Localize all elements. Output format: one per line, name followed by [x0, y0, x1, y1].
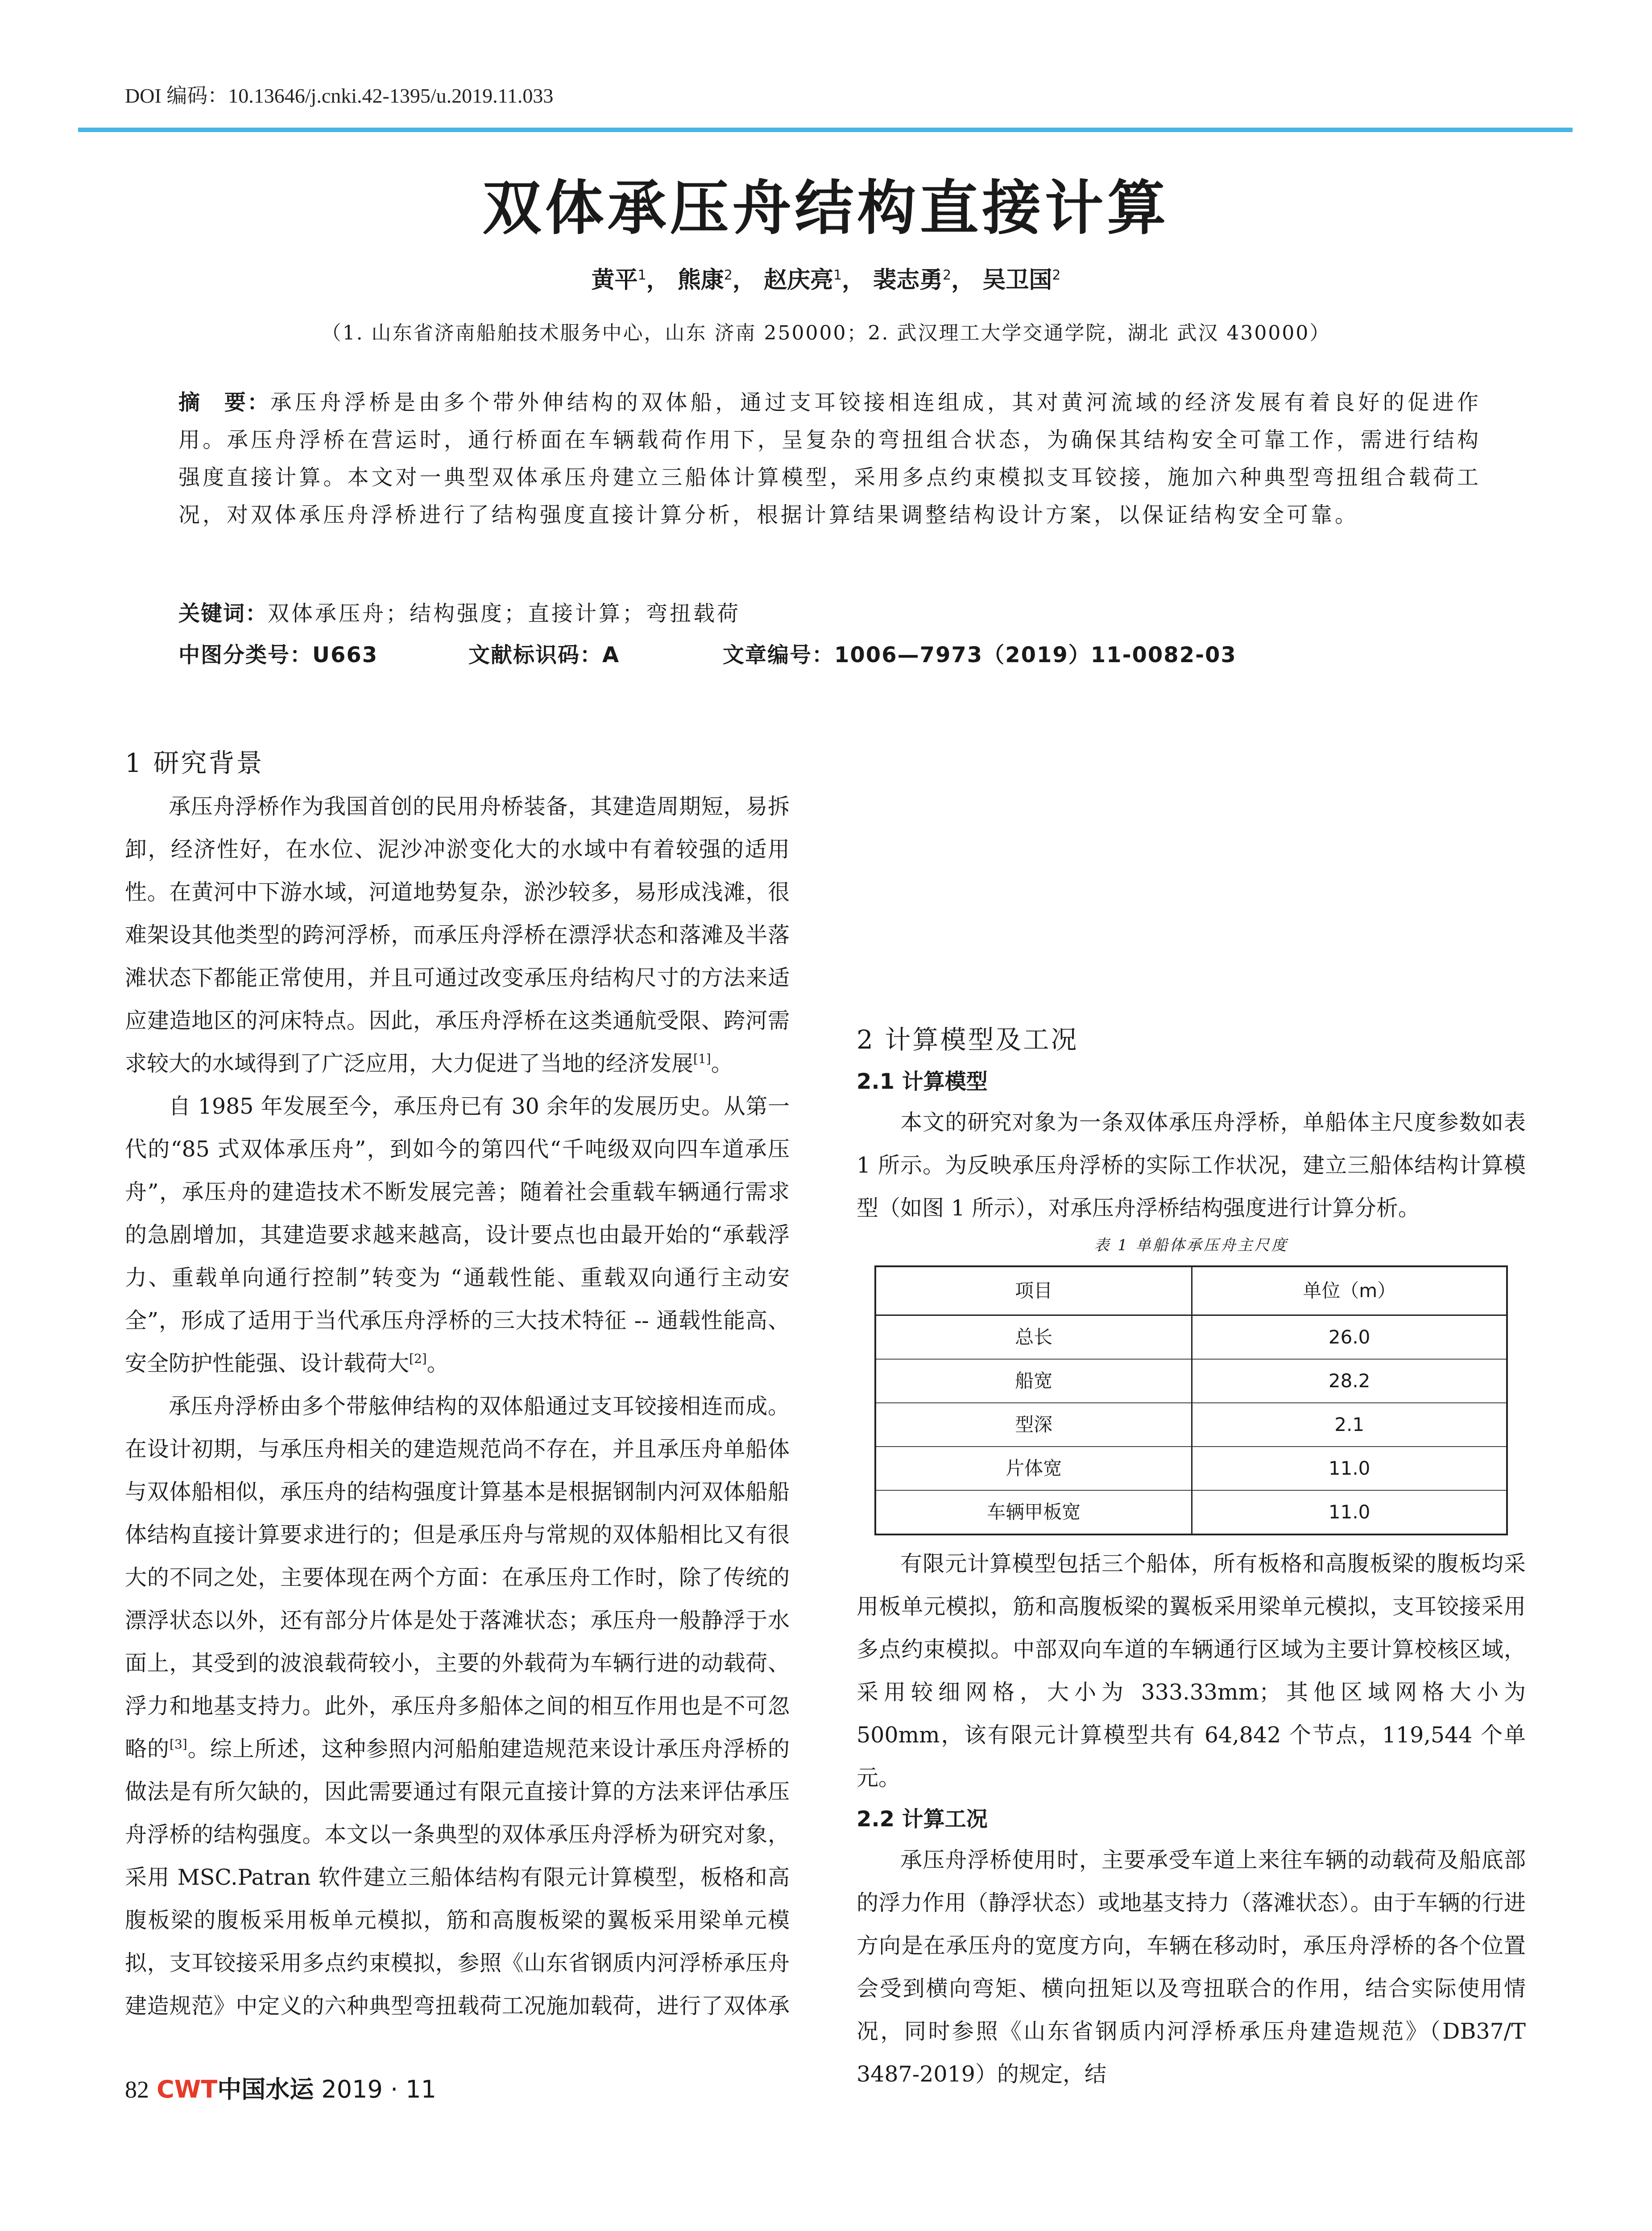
author-affil-mark: 1: [833, 267, 842, 283]
clc-number: 中图分类号：U663: [178, 643, 378, 668]
paragraph: 承压舟浮桥作为我国首创的民用舟桥装备，其建造周期短，易拆卸，经济性好，在水位、泥沙冲淤变化大的水域中有着较强的适用性。在黄河中下游水域，河道地势复杂，淤沙较多，易形成浅滩，很难架设其他类型的跨河浮桥，而承压舟浮桥在漂浮状态和落滩及半落滩状态下都能正常使用，并且可通过改变承压舟结构尺寸的方法来适应建造地区的河床特点。因此，承压舟浮桥在这类通航受限、跨河需求较大的水域得到了广泛应用，大力促进了当地的经济发展[1]。: [125, 794, 790, 1076]
magazine-name: 中国水运: [217, 2075, 314, 2103]
author: 熊康: [677, 267, 724, 294]
paragraph: 自 1985 年发展至今，承压舟已有 30 余年的发展历史。从第一代的“85 式双体承压舟”，到如今的第四代“千吨级双向四车道承压舟”，承压舟的建造技术不断发展完善；随着社会重载车辆通行需求的急剧增加，其建造要求越来越高，设计要点也由最开始的“承载浮力、重载单向通行控制”转变为 “通载性能、重载双向通行主动安全”，形成了适用于当代承压舟浮桥的三大技术特征 -- 通载性能高、安全防护性能强、设计载荷大[2]。: [125, 1094, 790, 1376]
section-2-1-heading: 2.1 计算模型: [857, 1069, 988, 1094]
table-1: [874, 1265, 1508, 1535]
doi-line: DOI 编码：10.13646/j.cnki.42-1395/u.2019.11.033: [125, 84, 554, 107]
author-affil-mark: 2: [943, 267, 952, 283]
author-affil-mark: 2: [724, 267, 733, 283]
abstract: [178, 384, 1481, 534]
author-list: 黄平$^1$， 熊康$^2$， 赵庆亮$^1$， 裴志勇$^2$， 吴卫国$^2$: [591, 267, 1061, 294]
author-affil-mark: 2: [1052, 267, 1061, 283]
author: 赵庆亮: [763, 267, 833, 294]
abstract-text: 承压舟浮桥是由多个带外伸结构的双体船，通过支耳铰接相连组成，其对黄河流域的经济发展有着良好的促进作用。承压舟浮桥在营运时，通行桥面在车辆载荷作用下，呈复杂的弯扭组合状态，为确保其结构安全可靠工作，需进行结构强度直接计算。本文对一典型双体承压舟建立三船体计算模型，采用多点约束模拟支耳铰接，施加六种典型弯扭组合载荷工况，对双体承压舟浮桥进行了结构强度直接计算分析，根据计算结果调整结构设计方案，以保证结构安全可靠。: [178, 390, 1481, 527]
table-header-cell: 单位（m）: [1192, 1266, 1507, 1315]
author: 黄平: [591, 267, 638, 294]
paragraph: 承压舟浮桥使用时，主要承受车道上来往车辆的动载荷及船底部的浮力作用（静浮状态）或地基支持力（落滩状态）。由于车辆的行进方向是在承压舟的宽度方向，车辆在移动时，承压舟浮桥的各个位置会受到横向弯矩、横向扭矩以及弯扭联合的作用，结合实际使用情况，同时参照《山东省钢质内河浮桥承压舟建造规范》（DB37/T 3487-2019）的规定，结: [857, 1847, 1526, 2087]
header-rule: [78, 128, 1573, 132]
article-number: 文章编号：1006—7973（2019）11-0082-03: [723, 643, 1237, 668]
keywords-text: 双体承压舟；结构强度；直接计算；弯扭载荷: [268, 601, 741, 626]
paragraph: 承压舟浮桥由多个带舷伸结构的双体船通过支耳铰接相连而成。在设计初期，与承压舟相关的建造规范尚不存在，并且承压舟单船体与双体船相似，承压舟的结构强度计算基本是根据钢制内河双体船船体结构直接计算要求进行的；但是承压舟与常规的双体船相比又有很大的不同之处，主要体现在两个方面：在承压舟工作时，除了传统的漂浮状态以外，还有部分片体是处于落滩状态；承压舟一般静浮于水面上，其受到的波浪载荷较小，主要的外载荷为车辆行进的动载荷、浮力和地基支持力。此外，承压舟多船体之间的相互作用也是不可忽略的[3]。综上所述，这种参照内河船舶建造规范来设计承压舟浮桥的做法是有所欠缺的，因此需要通过有限元直接计算的方法来评估承压舟浮桥的结构强度。本文以一条典型的双体承压舟浮桥为研究对象，采用 MSC.Patran 软件建立三船体结构有限元计算模型，板格和高腹板梁的腹板采用板单元模拟，筋和高腹板梁的翼板采用梁单元模拟，支耳铰接采用多点约束模拟，参照《山东省钢质内河浮桥承压舟建造规范》中定义的六种典型弯扭载荷工况施加载荷，进行了双体承: [125, 1393, 790, 2019]
issue-date: 2019 · 11: [321, 2075, 437, 2103]
paragraph: 有限元计算模型包括三个船体，所有板格和高腹板梁的腹板均采用板单元模拟，筋和高腹板梁的翼板采用梁单元模拟，支耳铰接采用多点约束模拟。中部双向车道的车辆通行区域为主要计算校核区域，采用较细网格，大小为 333.33mm；其他区域网格大小为 500mm，该有限元计算模型共有 64,842 个节点，119,544 个单元。: [857, 1551, 1526, 1791]
keywords-label: 关键词：: [178, 601, 268, 626]
abstract-label: 摘 要：: [178, 390, 270, 415]
table-header-cell: 项目: [875, 1266, 1192, 1315]
table-row: 总长 26.0: [875, 1315, 1507, 1360]
keywords: [178, 596, 741, 631]
table-row: 车辆甲板宽 11.0: [875, 1490, 1507, 1534]
table-1-caption: 表 1 单船体承压舟主尺度: [1094, 1236, 1288, 1254]
paragraph: 本文的研究对象为一条双体承压舟浮桥，单船体主尺度参数如表 1 所示。为反映承压舟浮桥的实际工作状况，建立三船体结构计算模型（如图 1 所示），对承压舟浮桥结构强度进行计算分析。: [857, 1110, 1526, 1221]
section-2-heading: 2 计算模型及工况: [857, 1024, 1079, 1055]
author: 裴志勇: [873, 267, 943, 294]
table-row: 片体宽 11.0: [875, 1447, 1507, 1490]
table-row: 型深 2.1: [875, 1403, 1507, 1447]
column-right: [857, 741, 1526, 2096]
table-row: 船宽 28.2: [875, 1359, 1507, 1403]
citation-ref: [3]: [170, 1737, 187, 1752]
column-left: [125, 741, 790, 2035]
page-number: 82: [125, 2076, 149, 2103]
continued-text-slot: [857, 741, 1526, 1017]
page-footer: [125, 2070, 436, 2105]
section-1-heading: 1 研究背景: [125, 748, 264, 778]
citation-ref: [1]: [693, 1051, 711, 1066]
paper-title: 双体承压舟结构直接计算: [482, 174, 1170, 243]
author-affil-mark: 1: [638, 267, 646, 283]
magazine-logo: CWT: [157, 2075, 218, 2103]
affiliations: （1. 山东省济南船舶技术服务中心，山东 济南 250000；2. 武汉理工大学交通学院，湖北 武汉 430000）: [321, 322, 1331, 344]
section-2-2-heading: 2.2 计算工况: [857, 1807, 988, 1832]
author: 吴卫国: [982, 267, 1052, 294]
citation-ref: [2]: [409, 1351, 427, 1366]
document-code: 文献标识码：A: [468, 643, 620, 668]
